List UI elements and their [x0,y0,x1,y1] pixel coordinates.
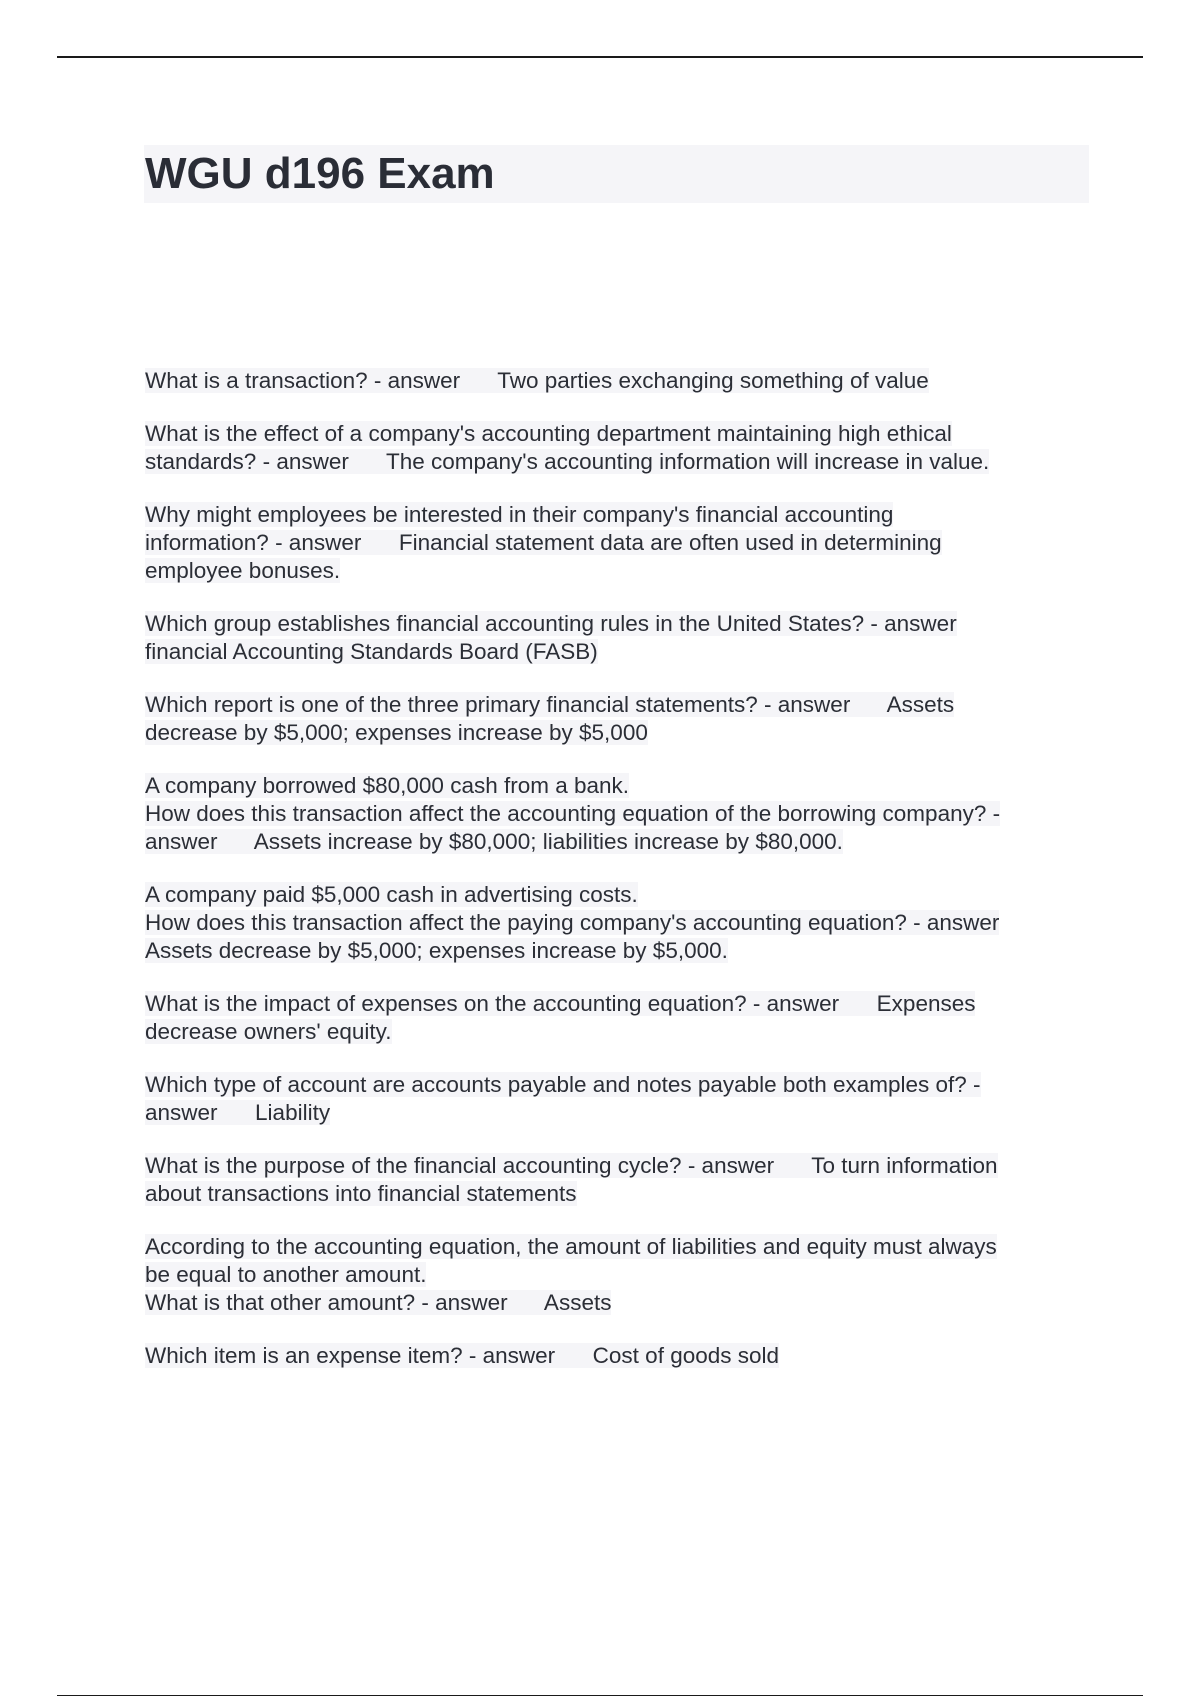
qa-line [145,1152,1075,1180]
qa-line-text: How does this transaction affect the accounting equation of the borrowing company? - [145,801,1001,826]
qa-line [145,1099,1075,1127]
qa-line [145,828,1075,856]
qa-line [145,691,1075,719]
qa-line-text: Why might employees be interested in their company's financial accounting [145,502,894,527]
qa-line [145,1018,1075,1046]
qa-item [145,1233,1075,1317]
qa-line [145,557,1075,585]
qa-line [145,800,1075,828]
qa-line-text: standards? - answer The company's accounting information will increase in value. [145,449,990,474]
qa-line [145,1289,1075,1317]
qa-line [145,881,1075,909]
qa-line-text: A company paid $5,000 cash in advertising costs. [145,882,638,907]
qa-line [145,501,1075,529]
qa-line-text: Which type of account are accounts payable and notes payable both examples of? - [145,1072,981,1097]
qa-line [145,937,1075,965]
qa-line [145,1233,1075,1261]
qa-line-text: What is that other amount? - answer Assets [145,1290,612,1315]
qa-line-text: decrease by $5,000; expenses increase by $5,000 [145,720,648,745]
qa-line [145,1261,1075,1289]
qa-line [145,990,1075,1018]
qa-item [145,367,1075,395]
qa-line-text: According to the accounting equation, the amount of liabilities and equity must always [145,1234,997,1259]
qa-line [145,1342,1075,1370]
qa-line [145,367,1075,395]
qa-item [145,772,1075,856]
qa-line-text: Which group establishes financial accounting rules in the United States? - answer [145,611,957,636]
qa-line [145,719,1075,747]
qa-item [145,990,1075,1046]
qa-line [145,1180,1075,1208]
qa-item [145,501,1075,585]
qa-item [145,420,1075,476]
qa-line-text: Assets decrease by $5,000; expenses increase by $5,000. [145,938,728,963]
qa-line [145,610,1075,638]
qa-item [145,881,1075,965]
qa-line-text: Which item is an expense item? - answer Cost of goods sold [145,1343,780,1368]
qa-list [145,367,1075,1395]
qa-line-text: about transactions into financial statements [145,1181,577,1206]
page-title: WGU d196 Exam [145,149,495,198]
qa-line-text: What is the purpose of the financial accounting cycle? - answer To turn information [145,1153,998,1178]
top-divider [57,56,1143,58]
qa-item [145,1071,1075,1127]
qa-item [145,691,1075,747]
qa-line-text: What is the effect of a company's accounting department maintaining high ethical [145,421,952,446]
qa-line-text: What is a transaction? - answer Two parties exchanging something of value [145,368,929,393]
qa-item [145,1342,1075,1370]
qa-line-text: decrease owners' equity. [145,1019,392,1044]
qa-line-text: be equal to another amount. [145,1262,427,1287]
qa-item [145,1152,1075,1208]
qa-line-text: answer Liability [145,1100,331,1125]
qa-line-text: answer Assets increase by $80,000; liabilities increase by $80,000. [145,829,843,854]
qa-line-text: What is the impact of expenses on the accounting equation? - answer Expenses [145,991,976,1016]
qa-line [145,638,1075,666]
qa-line [145,448,1075,476]
qa-item [145,610,1075,666]
qa-line [145,1071,1075,1099]
bottom-divider [57,1695,1143,1696]
qa-line [145,909,1075,937]
qa-line-text: Which report is one of the three primary financial statements? - answer Assets [145,692,955,717]
qa-line-text: information? - answer Financial statement data are often used in determining [145,530,942,555]
qa-line-text: financial Accounting Standards Board (FASB) [145,639,598,664]
qa-line [145,529,1075,557]
qa-line-text: A company borrowed $80,000 cash from a bank. [145,773,630,798]
qa-line [145,772,1075,800]
qa-line-text: How does this transaction affect the paying company's accounting equation? - answer [145,910,1000,935]
qa-line [145,420,1075,448]
qa-line-text: employee bonuses. [145,558,341,583]
